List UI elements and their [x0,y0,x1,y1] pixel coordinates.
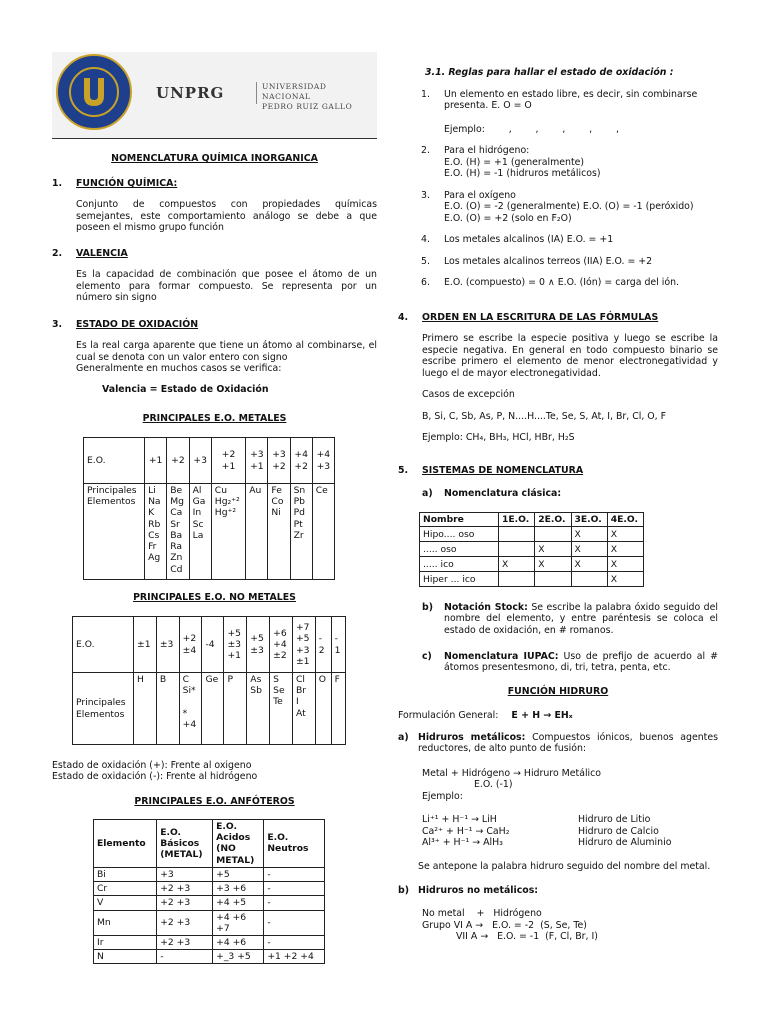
hidruro-example-equation: Ca²⁺ + H⁻¹ → CaH₂ [422,825,510,837]
metales-element-cell: Ce [312,484,334,580]
clasica-header-cell: 3E.O. [571,513,607,527]
metales-eo-cell: +1 [145,438,167,484]
rule-item [421,277,718,288]
clasica-cell [499,527,535,542]
no-metales-table [72,616,346,745]
hidruro-example-name: Hidruro de Aluminio [578,837,672,849]
metales-element-cell: Cu Hg₂⁺² Hg⁺² [211,484,245,580]
clasica-cell [499,572,535,587]
hidruros-no-metalicos-eq: No metal + Hidrógeno [422,908,542,920]
anfoteros-cell: V [94,896,157,910]
rule-number: 3. [421,189,430,201]
anfoteros-row [94,935,325,949]
clasica-row [420,527,644,542]
hidruros-metalicos-note: Se antepone la palabra hidruro seguido del nombre del metal. [418,860,711,872]
section-4-title: ORDEN EN LA ESCRITURA DE LAS FÓRMULAS [422,312,659,323]
university-header [52,52,377,139]
anfoteros-cell: +3 [157,867,213,881]
metales-eo-row [84,438,335,484]
hidruros-no-metalicos-heading [398,885,718,896]
metales-eo-cell: +4 +2 [290,438,312,484]
anfoteros-cell: - [264,935,325,949]
clasica-cell [499,542,535,557]
anfoteros-row [94,896,325,910]
section-3-number: 3. [52,319,63,330]
hidruros-metalicos-eo: E.O. (-1) [474,779,513,791]
anfoteros-cell: - [264,882,325,896]
clasica-cell: ..... oso [420,542,499,557]
seal-svg [58,56,130,128]
anfoteros-title: PRINCIPALES E.O. ANFÓTEROS [134,796,295,807]
section-4 [398,312,718,444]
iupac-letter: c) [422,651,432,662]
no-metales-eo-label: E.O. [73,617,134,673]
anfoteros-cell: - [264,867,325,881]
document-title: NOMENCLATURA QUÍMICA INORGANICA [111,153,318,164]
no-metales-eo-cell: -4 [202,617,224,673]
clasica-cell: X [571,542,607,557]
clasica-heading [422,488,718,499]
rules-title: 3.1. Reglas para hallar el estado de oxidación : [425,67,674,78]
clasica-cell: Hiper ... ico [420,572,499,587]
anfoteros-cell: +2 +3 [157,882,213,896]
anfoteros-cell: +2 +3 [157,910,213,935]
hidruros-no-metalicos-line1: Grupo VI A → E.O. = -2 (S, Se, Te) [422,919,587,931]
clasica-cell: ..... ico [420,557,499,572]
section-4-list: B, Si, C, Sb, As, P, N....H....Te, Se, S, At, I, Br, Cl, O, F [422,410,667,422]
clasica-cell: X [571,527,607,542]
brand-name-line2: PEDRO RUIZ GALLO [262,101,353,111]
clasica-cell [535,527,571,542]
eo-notes [52,760,377,783]
hidruros-metalicos-eq: Metal + Hidrógeno → Hidruro Metálico [422,767,602,779]
brand-name [262,82,377,111]
stock-letter: b) [422,602,433,613]
metales-element-cell: Au [246,484,268,580]
iupac-title: Nomenclatura IUPAC: [444,651,559,662]
clasica-header-row [420,513,644,527]
clasica-row [420,542,644,557]
anfoteros-cell: Mn [94,910,157,935]
brand-name-line1: UNIVERSIDAD NACIONAL [262,82,327,101]
hidruros-no-metalicos-line2: VII A → E.O. = -1 (F, Cl, Br, I) [456,931,598,943]
metales-eo-cell: +3 [189,438,211,484]
metales-eo-cell: +4 +3 [312,438,334,484]
metales-elements-label: Principales Elementos [84,484,145,580]
stock-item [422,602,718,636]
metales-eo-cell: +3 +2 [268,438,290,484]
section-4-ejemplo: Ejemplo: CH₄, BH₃, HCl, HBr, H₂S [422,432,575,444]
valencia-formula: Valencia = Estado de Oxidación [102,383,269,395]
anfoteros-row [94,882,325,896]
anfoteros-cell: +2 +3 [157,935,213,949]
anfoteros-cell: Cr [94,882,157,896]
rule-text: Los metales alcalinos terreos (IIA) E.O. = +2 [444,255,653,267]
hidruros-metalicos-text [418,732,718,755]
section-5-title: SISTEMAS DE NOMENCLATURA [422,465,584,476]
metales-table [83,437,335,580]
rule-item [421,234,718,245]
anfoteros-cell: +_3 +5 [213,950,264,964]
clasica-cell: X [499,557,535,572]
section-1 [52,178,377,234]
anfoteros-cell: Ir [94,935,157,949]
no-metales-elements-label: Principales Elementos [73,673,134,745]
anfoteros-cell: +4 +6 [213,935,264,949]
metales-eo-cell: +2 [167,438,189,484]
no-metales-eo-cell: ±1 [134,617,157,673]
metales-element-cell: Sn Pb Pd Pt Zr [290,484,312,580]
no-metales-eo-cell: +7 +5 +3 ±1 [292,617,315,673]
no-metales-eo-cell: - 1 [331,617,345,673]
rule-item [421,89,718,112]
clasica-cell [571,572,607,587]
no-metales-eo-cell: +2 ±4 [179,617,202,673]
no-metales-element-cell: Cl Br I At [292,673,315,745]
hidruro-example-row [422,814,718,825]
anfoteros-cell: +2 +3 [157,896,213,910]
no-metales-eo-cell: ±3 [156,617,179,673]
clasica-header-cell: 2E.O. [535,513,571,527]
section-2-heading [52,248,377,259]
no-metales-element-cell: As Sb [247,673,270,745]
no-metales-element-cell: P [224,673,247,745]
brand-acronym: UNPRG [156,84,225,102]
anfoteros-header-cell: E.O. Acidos (NO METAL) [213,820,264,868]
section-2-text: Es la capacidad de combinación que posee el átomo de un elemento para formar compuesto. Se representa por un número sin signo [76,269,377,304]
section-3-text [76,340,377,374]
hidruros-no-metalicos-title: Hidruros no metálicos: [418,885,539,896]
anfoteros-cell: - [157,950,213,964]
no-metales-title: PRINCIPALES E.O. NO METALES [133,592,296,603]
anfoteros-cell: +1 +2 +4 [264,950,325,964]
clasica-title: Nomenclatura clásica: [444,488,562,500]
metales-element-cell: Al Ga In Sc La [189,484,211,580]
hidruro-general [398,710,718,721]
rule-item [421,190,718,224]
hidruros-metalicos-letter: a) [398,732,409,743]
rule-example: Ejemplo: , , , , , [444,123,619,135]
hidruro-example-name: Hidruro de Litio [578,814,651,826]
clasica-header-cell: 4E.O. [607,513,643,527]
clasica-table [419,512,644,587]
hidruro-title: FUNCIÓN HIDRURO [507,686,609,697]
section-1-heading [52,178,377,189]
no-metales-element-cell: H [134,673,157,745]
anfoteros-row [94,950,325,964]
section-5-number: 5. [398,465,409,476]
clasica-cell: X [607,572,643,587]
no-metales-elements-row [73,673,346,745]
hidruros-no-metalicos [398,885,718,943]
section-3-text-1: Es la real carga aparente que tiene un átomo al combinarse, el cual se denota con un valor entero con signo [76,340,377,363]
no-metales-element-cell: Ge [202,673,224,745]
clasica-cell: X [607,542,643,557]
hidruro-general-label: Formulación General: [398,710,499,721]
metales-elements-row [84,484,335,580]
rule-text: E.O. (compuesto) = 0 ∧ E.O. (Ión) = carga del ión. [444,277,680,289]
anfoteros-cell: - [264,910,325,935]
clasica-cell: X [535,542,571,557]
iupac-text [444,651,718,674]
anfoteros-header-cell: Elemento [94,820,157,868]
brand-divider [256,82,257,104]
iupac-row [422,651,718,674]
metales-element-cell: Be Mg Ca Sr Ba Ra Zn Cd [167,484,189,580]
metales-eo-label: E.O. [84,438,145,484]
section-5-heading [398,465,718,476]
metales-eo-cell: +2 +1 [211,438,245,484]
rule-text: Un elemento en estado libre, es decir, sin combinarse presenta. E. O = O [444,89,698,112]
rule-item [421,256,718,267]
anfoteros-cell: +4 +5 [213,896,264,910]
section-4-heading [398,312,718,323]
stock-text [444,602,718,636]
hidruros-metalicos-ejemplo: Ejemplo: [422,790,463,802]
no-metales-element-cell: S Se Te [270,673,293,745]
stock-row [422,602,718,636]
clasica-cell: X [607,557,643,572]
rule-number: 4. [421,234,430,246]
anfoteros-cell: - [264,896,325,910]
hidruros-metalicos-desc: Compuestos iónicos, buenos agentes reductores, de alto punto de fusión: [418,732,718,755]
no-metales-element-cell: F [331,673,345,745]
clasica-cell [535,572,571,587]
clasica-header-cell: Nombre [420,513,499,527]
rules-list [398,89,718,289]
section-1-number: 1. [52,178,63,189]
clasica-cell: X [607,527,643,542]
section-3-heading [52,319,377,330]
hidruros-metalicos [398,732,718,872]
section-4-number: 4. [398,312,409,323]
no-metales-eo-row [73,617,346,673]
anfoteros-row [94,910,325,935]
clasica-header-cell: 1E.O. [499,513,535,527]
section-5 [398,465,718,500]
university-seal-logo [56,54,132,130]
no-metales-eo-cell: +5 ±3 [247,617,270,673]
anfoteros-header-cell: E.O. Neutros [264,820,325,868]
hidruros-no-metalicos-letter: b) [398,885,409,896]
no-metales-eo-cell: +5 ±3 +1 [224,617,247,673]
clasica-letter: a) [422,488,433,500]
stock-desc: Se escribe la palabra óxido seguido del nombre del elemento, y entre paréntesis se coloca el estado de oxidación, en # romanos. [444,602,718,636]
hidruro-example-equation: Al³⁺ + H⁻¹ → AlH₃ [422,837,503,849]
hidruros-metalicos-row [398,732,718,755]
clasica-row [420,557,644,572]
rule-text: Para el oxígeno E.O. (O) = -2 (generalmente) E.O. (O) = -1 (peróxido) E.O. (O) = +2 (solo en F₂O) [444,189,694,224]
no-metales-element-cell: B [156,673,179,745]
eo-note-negative: Estado de oxidación (-): Frente al hidrógeno [52,771,258,783]
no-metales-eo-cell: +6 +4 ±2 [270,617,293,673]
rule-text: Para el hidrógeno: E.O. (H) = +1 (generalmente) E.O. (H) = -1 (hidruros metálicos) [444,145,601,180]
metales-title: PRINCIPALES E.O. METALES [142,413,287,424]
anfoteros-cell: Bi [94,867,157,881]
no-metales-element-cell: C Si* * +4 [179,673,202,745]
rule-number: 6. [421,277,430,289]
metales-element-cell: Li Na K Rb Cs Fr Ag [145,484,167,580]
no-metales-element-cell: O [315,673,331,745]
hidruro-general-formula: E + H → EHₓ [511,710,573,721]
rule-text: Los metales alcalinos (IA) E.O. = +1 [444,234,614,246]
hidruro-example-name: Hidruro de Calcio [578,825,659,837]
section-1-title: FUNCIÓN QUÍMICA: [76,178,178,189]
clasica-cell: Hipo.... oso [420,527,499,542]
section-3-title: ESTADO DE OXIDACIÓN [76,319,199,330]
hidruros-examples [422,814,718,848]
rule-number: 2. [421,145,430,157]
anfoteros-cell: +3 +6 [213,882,264,896]
iupac-item [422,651,718,674]
eo-note-positive: Estado de oxidación (+): Frente al oxigeno [52,760,252,771]
anfoteros-header-row [94,820,325,868]
anfoteros-header-cell: E.O. Básicos (METAL) [157,820,213,868]
metales-eo-cell: +3 +1 [246,438,268,484]
no-metales-eo-cell: - 2 [315,617,331,673]
rule-item [421,145,718,179]
section-1-text: Conjunto de compuestos con propiedades químicas semejantes, este comportamiento análogo se debe a que poseen el mismo grupo función [76,199,377,234]
hidruros-metalicos-title: Hidruros metálicos: [418,732,526,743]
anfoteros-row [94,867,325,881]
rule-number: 1. [421,89,430,100]
hidruro-example-row [422,826,718,837]
clasica-cell: X [535,557,571,572]
clasica-cell: X [571,557,607,572]
section-3-text-2: Generalmente en muchos casos se verifica: [76,363,282,375]
section-2-title: VALENCIA [76,248,128,259]
iupac-desc: Uso de prefijo de acuerdo al # átomos presentesmono, di, tri, tetra, penta, etc. [444,651,718,674]
hidruro-example-row [422,837,718,848]
clasica-row [420,572,644,587]
anfoteros-cell: +4 +6 +7 [213,910,264,935]
section-2-number: 2. [52,248,63,259]
rule-number: 5. [421,255,430,267]
metales-element-cell: Fe Co Ni [268,484,290,580]
anfoteros-cell: N [94,950,157,964]
section-3 [52,319,377,395]
section-4-text: Primero se escribe la especie positiva y luego se escribe la especie negativa. En general en todo compuesto binario se escribe primero el elemento de menor electronegatividad y luego el de mayor electronegatividad. [422,333,718,379]
anfoteros-table [93,819,325,964]
hidruro-example-equation: Li⁺¹ + H⁻¹ → LiH [422,814,497,826]
anfoteros-cell: +5 [213,867,264,881]
section-4-casos: Casos de excepción [422,389,515,401]
section-2 [52,248,377,304]
stock-title: Notación Stock: [444,602,528,613]
